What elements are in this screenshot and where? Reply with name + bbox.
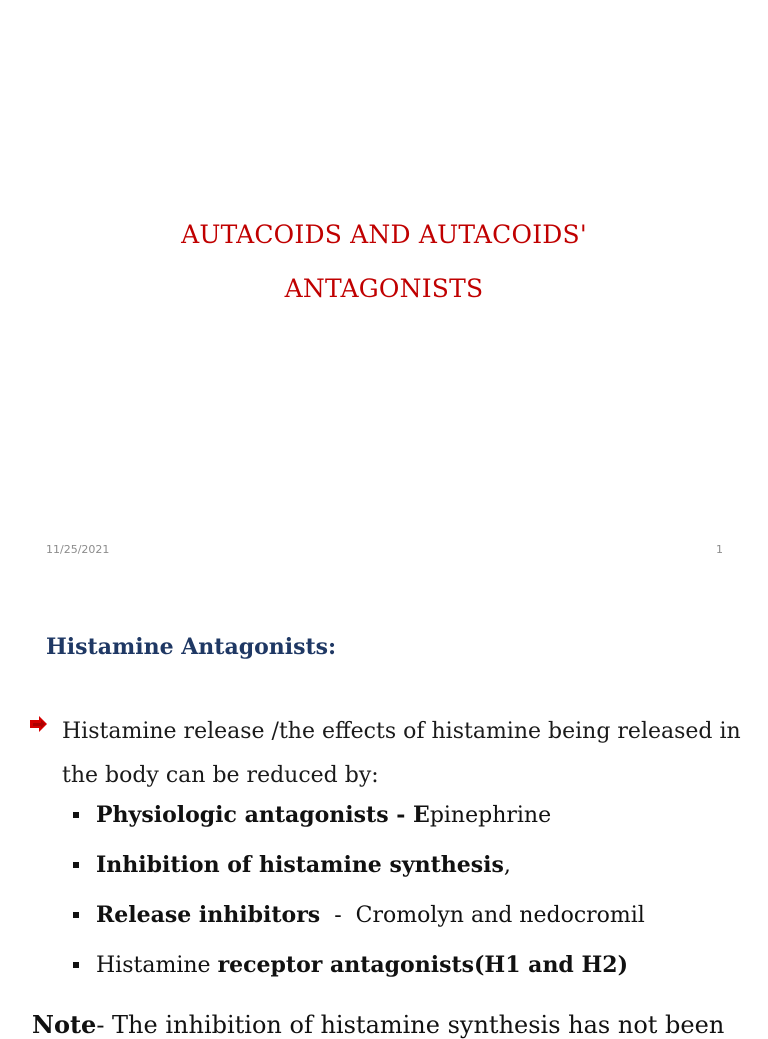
slide-date: 11/25/2021	[46, 543, 110, 556]
sub-item-bold: Inhibition of histamine synthesis	[96, 852, 504, 878]
sub-item-bold: Release inhibitors	[96, 902, 321, 928]
list-item	[96, 902, 756, 928]
list-item	[96, 802, 756, 828]
content-slide	[0, 586, 768, 1039]
sub-item-text: - Cromolyn and nedocromil	[320, 903, 645, 928]
note-text: - The inhibition of histamine synthesis has not been	[96, 1011, 725, 1039]
sub-item-text: ,	[503, 853, 511, 878]
sub-item-bold: receptor antagonists(H1 and H2)	[217, 952, 628, 978]
square-bullet-icon	[73, 912, 79, 918]
note-line	[32, 1010, 762, 1039]
note-prefix: Note	[32, 1010, 97, 1039]
square-bullet-icon	[73, 862, 79, 868]
slide-heading: Histamine Antagonists:	[46, 634, 337, 660]
square-bullet-icon	[73, 812, 79, 818]
main-bullet-text: Histamine release /the effects of histamine being released in the body can be reduced by:	[62, 719, 741, 788]
slide-number: 1	[716, 543, 723, 556]
square-bullet-icon	[73, 962, 79, 968]
list-item	[96, 852, 756, 878]
sub-item-bold-letter: E	[413, 802, 430, 828]
sub-item-bold: Physiologic antagonists -	[96, 802, 414, 828]
slide-title-line-1: AUTACOIDS AND AUTACOIDS'	[181, 220, 587, 249]
red-arrow-icon	[30, 716, 50, 732]
sub-item-text: Histamine	[96, 953, 218, 978]
sub-item-text: pinephrine	[429, 803, 552, 828]
slide-title-line-2: ANTAGONISTS	[284, 274, 484, 303]
list-item	[96, 952, 756, 978]
